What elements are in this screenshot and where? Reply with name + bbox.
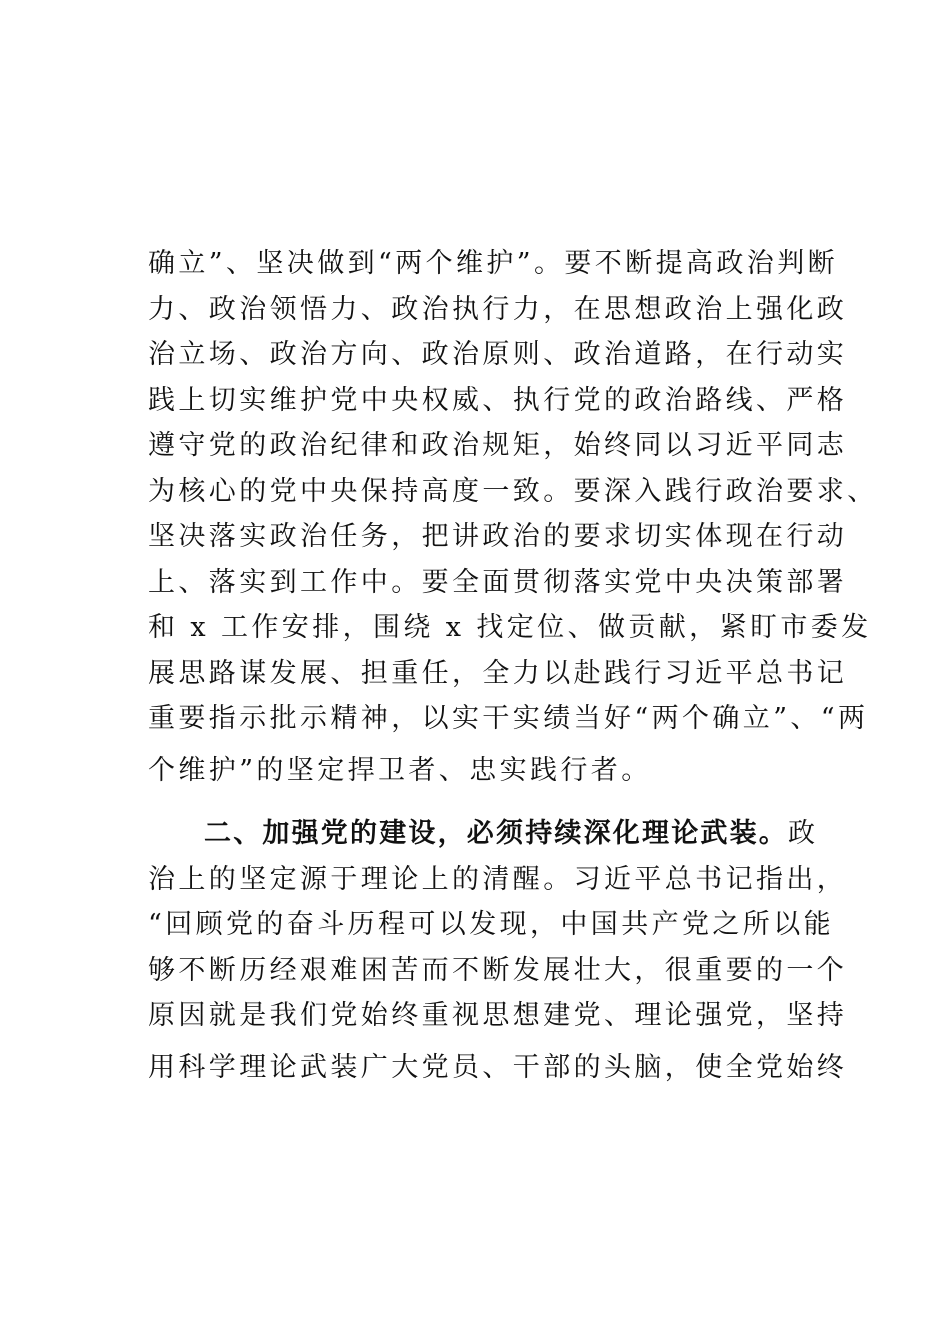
section-heading-tail: 政 [788,818,818,849]
paragraph-line: 遵守党的政治纪律和政治规矩，始终同以习近平同志 [148,430,848,461]
paragraph-line: 重要指示批示精神，以实干实绩当好“两个确立”、“两 [148,703,869,734]
paragraph-line: 治立场、政治方向、政治原则、政治道路，在行动实 [148,339,848,370]
document-body [148,241,878,1090]
paragraph-line: 和 x 工作安排，围绕 x 找定位、做贡献，紧盯市委发 [148,612,872,643]
paragraph-line: 展思路谋发展、担重任，全力以赴践行习近平总书记 [148,657,848,689]
paragraph-line: 够不断历经艰难困苦而不断发展壮大，很重要的一个 [148,954,848,986]
paragraph-2 [148,811,848,1090]
paragraph-1 [148,241,878,793]
paragraph-line: 为核心的党中央保持高度一致。要深入践行政治要求、 [148,475,878,507]
paragraph-line: 践上切实维护党中央权威、执行党的政治路线、严格 [148,384,848,416]
section-heading: 二、加强党的建设，必须持续深化理论武装。 [204,818,788,849]
paragraph-line: 个维护”的坚定捍卫者、忠实践行者。 [148,754,652,786]
paragraph-line: 上、落实到工作中。要全面贯彻落实党中央决策部署 [148,566,848,598]
paragraph-line: 坚决落实政治任务，把讲政治的要求切实体现在行动 [148,521,848,552]
paragraph-line: 治上的坚定源于理论上的清醒。习近平总书记指出， [148,863,848,895]
paragraph-line: 原因就是我们党始终重视思想建党、理论强党，坚持 [148,1000,848,1031]
section-heading-line [148,811,838,857]
paragraph-line: 确立”、坚决做到“两个维护”。要不断提高政治判断 [148,248,839,279]
paragraph-line: 力、政治领悟力、政治执行力，在思想政治上强化政 [148,293,848,325]
paragraph-line: 用科学理论武装广大党员、干部的头脑，使全党始终 [148,1051,848,1083]
paragraph-line: “回顾党的奋斗历程可以发现，中国共产党之所以能 [148,909,835,940]
